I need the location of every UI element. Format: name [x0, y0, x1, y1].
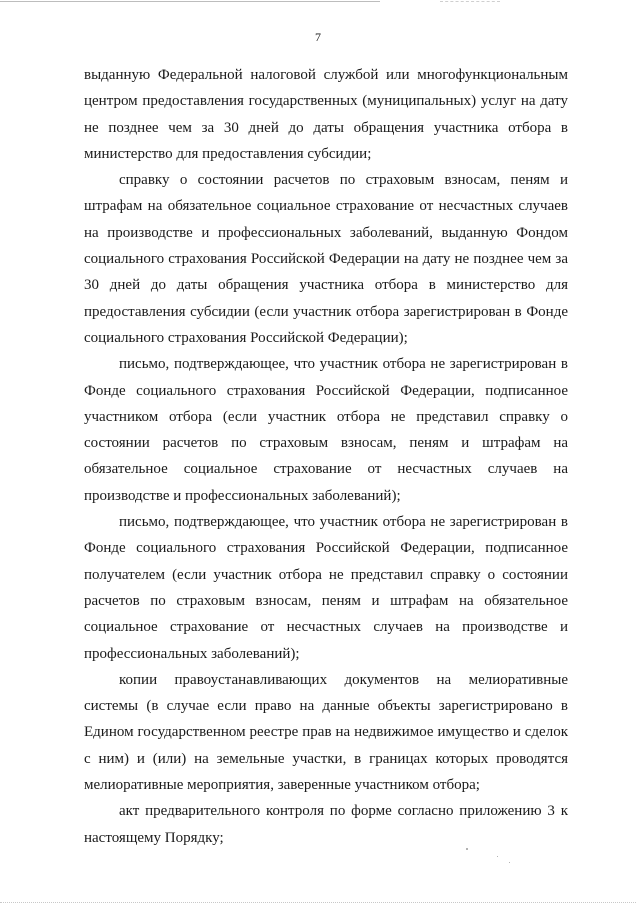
scan-speck: [497, 856, 498, 857]
page-number: 7: [315, 30, 321, 44]
paragraph: письмо, подтверждающее, что участник отбора не зарегистрирован в Фонде социального страхования Российской Федерации, подписанное получателем (если участник отбора не представил справку о состоянии расчетов по страховым взносам, пеням и штрафам на обязательное социальное страхование от несчастных случаев на производстве и профессиональных заболеваний);: [84, 514, 568, 662]
paragraph: письмо, подтверждающее, что участник отбора не зарегистрирован в Фонде социального страхования Российской Федерации, подписанное участником отбора (если участник отбора не представил справку о состоянии расчетов по страховым взносам, пеням и штрафам на обязательное социальное страхование от несчастных случаев на производстве и профессиональных заболеваний);: [84, 356, 568, 504]
paragraph: справку о состоянии расчетов по страховым взносам, пеням и штрафам на обязательное социальное страхование от несчастных случаев на производстве и профессиональных заболеваний, выданную Фондом социального страхования Российской Федерации на дату не позднее чем за 30 дней до даты обращения участника отбора в министерство для предоставления субсидии (если участник отбора зарегистрирован в Фонде социального страхования Российской Федерации);: [84, 172, 568, 346]
paragraph: акт предварительного контроля по форме согласно приложению 3 к настоящему Порядку;: [84, 803, 568, 846]
scan-speck: [509, 862, 510, 863]
scan-speck: [466, 848, 468, 850]
scan-edge-line: [0, 1, 380, 2]
document-body: [84, 62, 568, 851]
paragraph: копии правоустанавливающих документов на мелиоративные системы (в случае если право на данные объекты зарегистрировано в Едином государственном реестре прав на недвижимое имущество и сделок с ним) и (или) на земельные участки, в границах которых проводятся мелиоративные мероприятия, заверенные участником отбора;: [84, 671, 568, 794]
paragraph-continuation: выданную Федеральной налоговой службой или многофункциональным центром предоставления государственных (муниципальных) услуг на дату не позднее чем за 30 дней до даты обращения участника отбора в министерство для предоставления субсидии;: [84, 67, 568, 162]
scan-edge-line: [440, 1, 500, 2]
scan-edge-line: [0, 902, 636, 903]
